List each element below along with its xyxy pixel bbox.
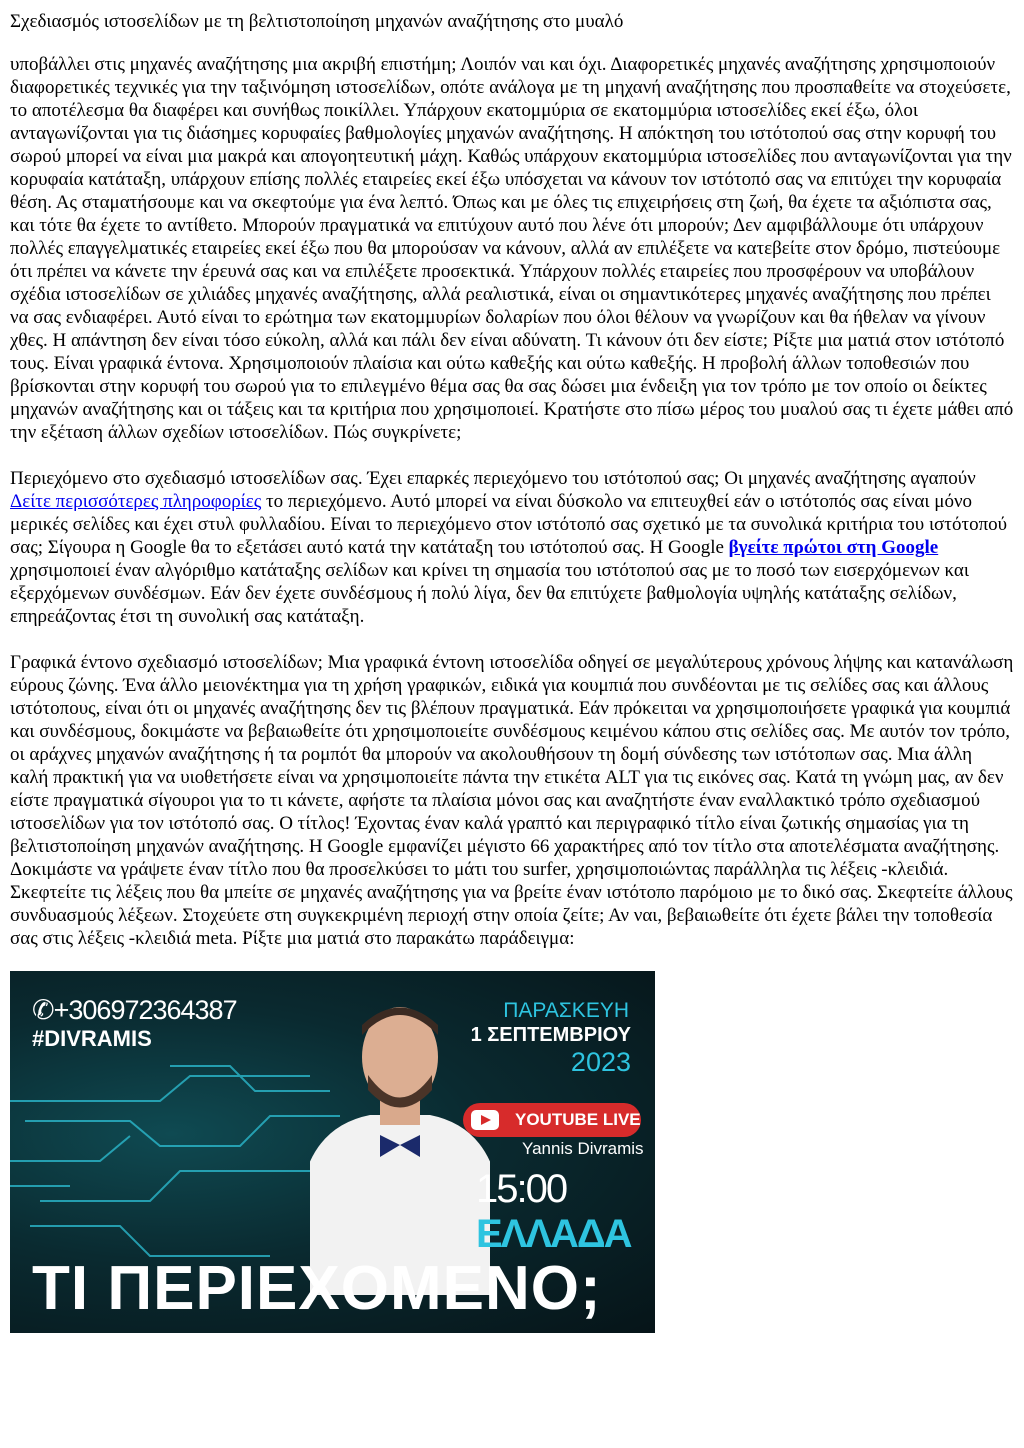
country-text: ΕΛΛΑΔΑ: [476, 1212, 631, 1256]
google-first-link[interactable]: βγείτε πρώτοι στη Google: [728, 537, 939, 558]
date-label: 1 ΣΕΠΤΕΜΒΡΙΟΥ: [470, 1024, 631, 1046]
banner-headline: ΤΙ ΠΕΡΙΕΧΟΜΕΝΟ;: [32, 1254, 602, 1323]
person-photo: [310, 995, 490, 1295]
paragraph-content: [10, 467, 1014, 628]
year-label: 2023: [570, 1047, 631, 1077]
broadcast-time: [476, 1167, 655, 1257]
hashtag: #DIVRAMIS: [32, 1026, 152, 1051]
phone-text: +306972364387: [53, 995, 237, 1025]
text: το περιεχόμενο. Αυτό μπορεί να είναι δύσκολο να επιτευχθεί εάν ο ιστότοπός σας είναι μόνο μερικές σελίδες και έχει στυλ φυλλαδίου. Είναι το περιεχόμενο στον ιστότοπό σας σχετικό με τα συνολικά κριτήρια του ιστότοπού σας; Σίγουρα η Google θα το εξετάσει αυτό κατά την κατάταξη του ιστότοπού σας. Η Google: [10, 491, 1008, 558]
time-text: 15:00: [476, 1167, 567, 1211]
youtube-live-text: YOUTUBE LIVE: [515, 1110, 641, 1129]
promo-banner-image: [10, 971, 655, 1333]
host-name: Yannis Divramis: [522, 1139, 644, 1158]
day-label: ΠΑΡΑΣΚΕΥΗ: [503, 999, 629, 1022]
youtube-play-icon: [471, 1110, 499, 1130]
page-title: Σχεδιασμός ιστοσελίδων με τη βελτιστοποίηση μηχανών αναζήτησης στο μυαλό: [10, 11, 624, 32]
paragraph-intro: υποβάλλει στις μηχανές αναζήτησης μια ακριβή επιστήμη; Λοιπόν ναι και όχι. Διαφορετικές μηχανές αναζήτησης χρησιμοποιούν διαφορετικές τεχνικές για την ταξινόμηση ιστοσελίδων, οπότε ανάλογα με τη μηχανή αναζήτησης που προσπαθείτε να στοχεύσετε, το αποτέλεσμα θα διαφέρει και συνήθως ποικίλλει. Υπάρχουν εκατομμύρια σε εκατομμύρια ιστοσελίδες εκεί έξω, όλοι ανταγωνίζονται για τις διάσημες κορυφαίες βαθμολογίες μηχανών αναζήτησης. Η απόκτηση του ιστότοπού σας στην κορυφή του σωρού μπορεί να είναι μια μακρά και απογοητευτική μάχη. Καθώς υπάρχουν εκατομμύρια ιστοσελίδες που ανταγωνίζονται για την κορυφαία κατάταξη, υπάρχουν επίσης πολλές εταιρείες εκεί έξω υπόσχεται να κάνουν τον ιστότοπό σας να επιτύχει την κορυφαία θέση. Ας σταματήσουμε και να σκεφτούμε για ένα λεπτό. Όπως και με όλες τις επιχειρήσεις στη ζωή, θα έχετε τα αξιόπιστα σας, και τότε θα έχετε το αντίθετο. Μπορούν πραγματικά να επιτύχουν αυτό που λένε ότι μπορούν; Δεν αμφιβάλλουμε ότι υπάρχουν πολλές επαγγελματικές εταιρείες εκεί έξω που θα μπορούσαν να κάνουν, αλλά αν επιλέξετε να κατεβείτε στον δρόμο, πιστεύουμε ότι πρέπει να κάνετε την έρευνά σας και να επιλέξετε προσεκτικά. Υπάρχουν πολλές εταιρείες που προσφέρουν να υποβάλουν σχέδια ιστοσελίδων σε χιλιάδες μηχανές αναζήτησης, αλλά ρεαλιστικά, είναι οι σημαντικότερες μηχανές αναζήτησης που πρέπει να σας ενδιαφέρει. Αυτό είναι το ερώτημα των εκατομμυρίων δολαρίων που όλοι θέλουν να γνωρίζουν και θα ήθελαν να γίνουν χθες. Η απάντηση δεν είναι τόσο εύκολη, αλλά και πάλι δεν είναι αδύνατη. Τι κάνουν ότι δεν είστε; Ρίξτε μια ματιά στον ιστότοπό τους. Είναι γραφικά έντονα. Χρησιμοποιούν πλαίσια και ούτω καθεξής και ούτω καθεξής. Η προβολή άλλων τοποθεσιών που βρίσκονται στην κορυφή του σωρού για το επιλεγμένο θέμα σας θα σας δώσει μια ένδειξη για τον τρόπο με τον οποίο οι δείκτες μηχανών αναζήτησης και οι τάξεις και τα κριτήρια που χρησιμοποιεί. Κρατήστε στο πίσω μέρος του μυαλού σας τι έχετε μάθει από την εξέταση άλλων σχεδίων ιστοσελίδων. Πώς συγκρίνετε;: [10, 54, 1014, 443]
youtube-live-badge: [463, 1103, 641, 1137]
phone-number: ✆+306972364387: [32, 995, 237, 1025]
more-info-link[interactable]: Δείτε περισσότερες πληροφορίες: [10, 491, 262, 512]
text: Περιεχόμενο στο σχεδιασμό ιστοσελίδων σας. Έχει επαρκές περιεχόμενο του ιστότοπού σας; Οι μηχανές αναζήτησης αγαπούν: [10, 468, 976, 489]
text: χρησιμοποιεί έναν αλγόριθμο κατάταξης σελίδων και κρίνει τη σημασία του ιστότοπού σας με το ποσό των εισερχόμενων και εξερχόμενων συνδέσμων. Εάν δεν έχετε συνδέσμους ή πολύ λίγα, δεν θα επιτύχετε βαθμολογία υψηλής κατάταξης σελίδων, επηρεάζοντας έτσι τη συνολική σας κατάταξη.: [10, 560, 969, 627]
paragraph-graphics: Γραφικά έντονο σχεδιασμό ιστοσελίδων; Μια γραφικά έντονη ιστοσελίδα οδηγεί σε μεγαλύτερους χρόνους λήψης και κατανάλωση εύρους ζώνης. Ένα άλλο μειονέκτημα για τη χρήση γραφικών, ειδικά για κουμπιά που συνδέονται με τις σελίδες σας και άλλους ιστότοπους, είναι ότι οι μηχανές αναζήτησης δεν τις βλέπουν πραγματικά. Εάν πρόκειται να χρησιμοποιήσετε γραφικά για κουμπιά και συνδέσμους, δοκιμάστε να βεβαιωθείτε ότι χρησιμοποιείτε συνδέσμους κειμένου κάπου στις σελίδες σας. Με αυτόν τον τρόπο, οι αράχνες μηχανών αναζήτησης ή τα ρομπότ θα μπορούν να ακολουθήσουν τη δομή σύνδεσης των ιστότοπων σας. Μια άλλη καλή πρακτική για να υιοθετήσετε είναι να χρησιμοποιείτε πάντα την ετικέτα ALT για τις εικόνες σας. Κατά τη γνώμη μας, αν δεν είστε πραγματικά σίγουροι για το τι κάνετε, αφήστε τα πλαίσια μόνοι σας και αναζητήστε έναν εναλλακτικό τρόπο σχεδιασμού ιστοσελίδων για τον ιστότοπό σας. Ο τίτλος! Έχοντας έναν καλά γραπτό και περιγραφικό τίτλο είναι ζωτικής σημασίας για τη βελτιστοποίηση μηχανών αναζήτησης. Η Google εμφανίζει μέγιστο 66 χαρακτήρες από τον τίτλο στα αποτελέσματα αναζήτησης. Δοκιμάστε να γράψετε έναν τίτλο που θα προσελκύσει το μάτι του surfer, χρησιμοποιώντας παράλληλα τις λέξεις -κλειδιά. Σκεφτείτε τις λέξεις που θα μπείτε σε μηχανές αναζήτησης για να βρείτε έναν ιστότοπο παρόμοιο με το δικό σας. Σκεφτείτε άλλους συνδυασμούς λέξεων. Στοχεύετε στη συγκεκριμένη περιοχή στην οποία ζείτε; Αν ναι, βεβαιωθείτε ότι έχετε βάλει την τοποθεσία σας στις λέξεις -κλειδιά meta. Ρίξτε μια ματιά στο παρακάτω παράδειγμα:: [10, 652, 1014, 949]
